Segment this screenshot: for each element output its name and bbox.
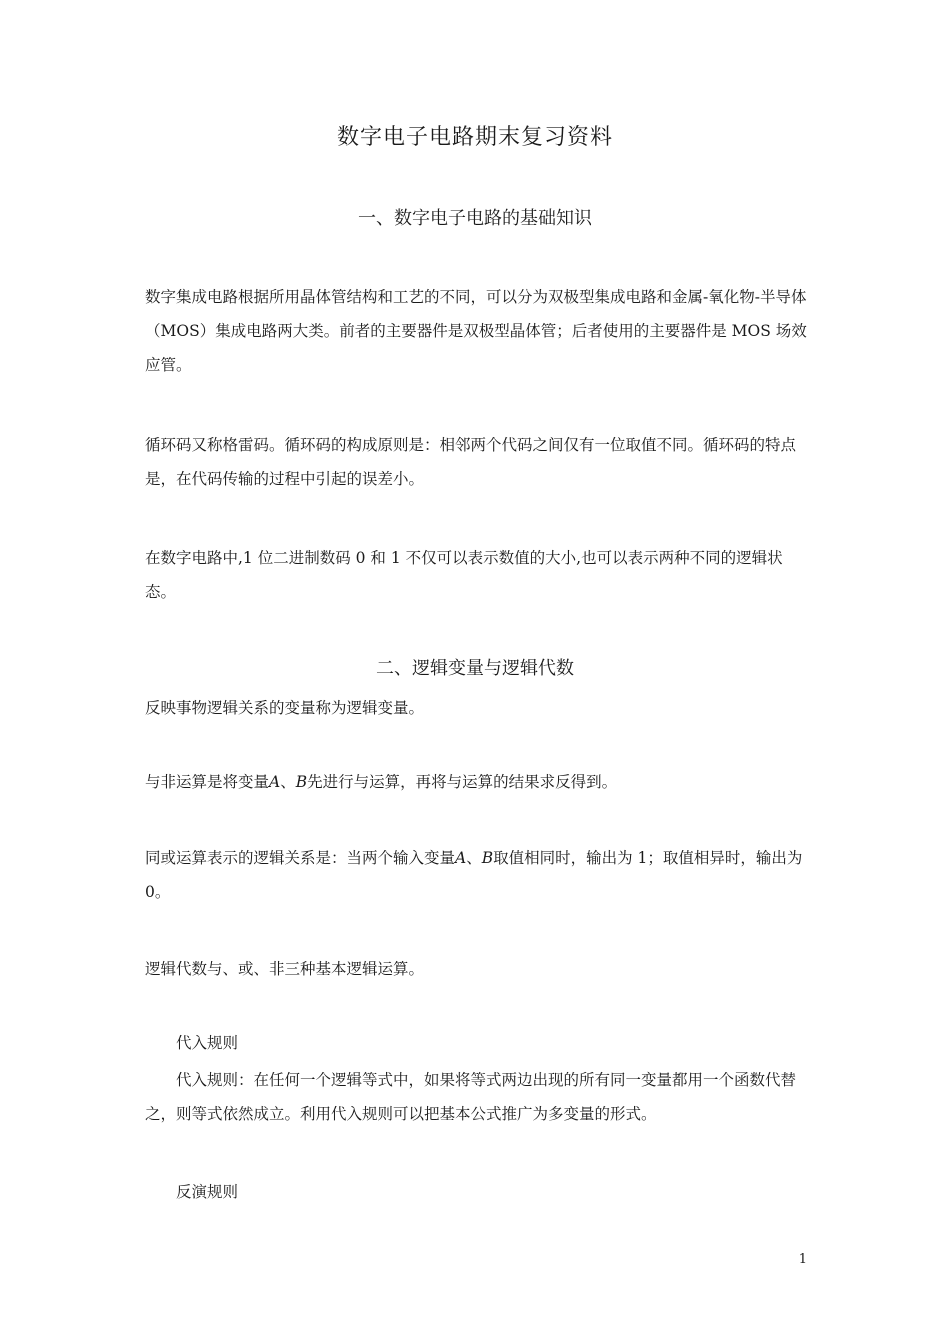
paragraph-substitution-rule: 代入规则：在任何一个逻辑等式中，如果将等式两边出现的所有同一变量都用一个函数代替之，则等式依然成立。利用代入规则可以把基本公式推广为多变量的形式。 — [145, 1071, 797, 1123]
section-heading-2: 二、逻辑变量与逻辑代数 — [376, 658, 574, 679]
page-number: 1 — [798, 1252, 807, 1267]
paragraph-xnor: 同或运算表示的逻辑关系是：当两个输入变量A、B取值相同时，输出为 1；取值相异时，输出为 0。 — [145, 849, 803, 901]
variable-a: A — [455, 849, 467, 867]
subheading-inversion-rule: 反演规则 — [176, 1183, 239, 1201]
paragraph-nand: 与非运算是将变量A、B先进行与运算，再将与运算的结果求反得到。 — [145, 773, 618, 791]
paragraph-gray-code: 循环码又称格雷码。循环码的构成原则是：相邻两个代码之间仅有一位取值不同。循环码的特点是，在代码传输的过程中引起的误差小。 — [145, 436, 797, 488]
section-heading-1: 一、数字电子电路的基础知识 — [358, 208, 592, 229]
subheading-substitution-rule: 代入规则 — [176, 1034, 239, 1052]
variable-b: B — [295, 773, 308, 791]
paragraph-basic-operations: 逻辑代数与、或、非三种基本逻辑运算。 — [145, 960, 425, 978]
document-title: 数字电子电路期末复习资料 — [336, 125, 613, 150]
paragraph-binary-digits: 在数字电路中,1 位二进制数码 0 和 1 不仅可以表示数值的大小,也可以表示两种不同的逻辑状态。 — [145, 549, 783, 601]
variable-b: B — [481, 849, 494, 867]
paragraph-ic-types: 数字集成电路根据所用晶体管结构和工艺的不同，可以分为双极型集成电路和金属-氧化物-半导体（MOS）集成电路两大类。前者的主要器件是双极型晶体管；后者使用的主要器件是 MOS 场效应管。 — [145, 288, 807, 374]
variable-a: A — [269, 773, 281, 791]
paragraph-logic-variable: 反映事物逻辑关系的变量称为逻辑变量。 — [145, 699, 425, 717]
